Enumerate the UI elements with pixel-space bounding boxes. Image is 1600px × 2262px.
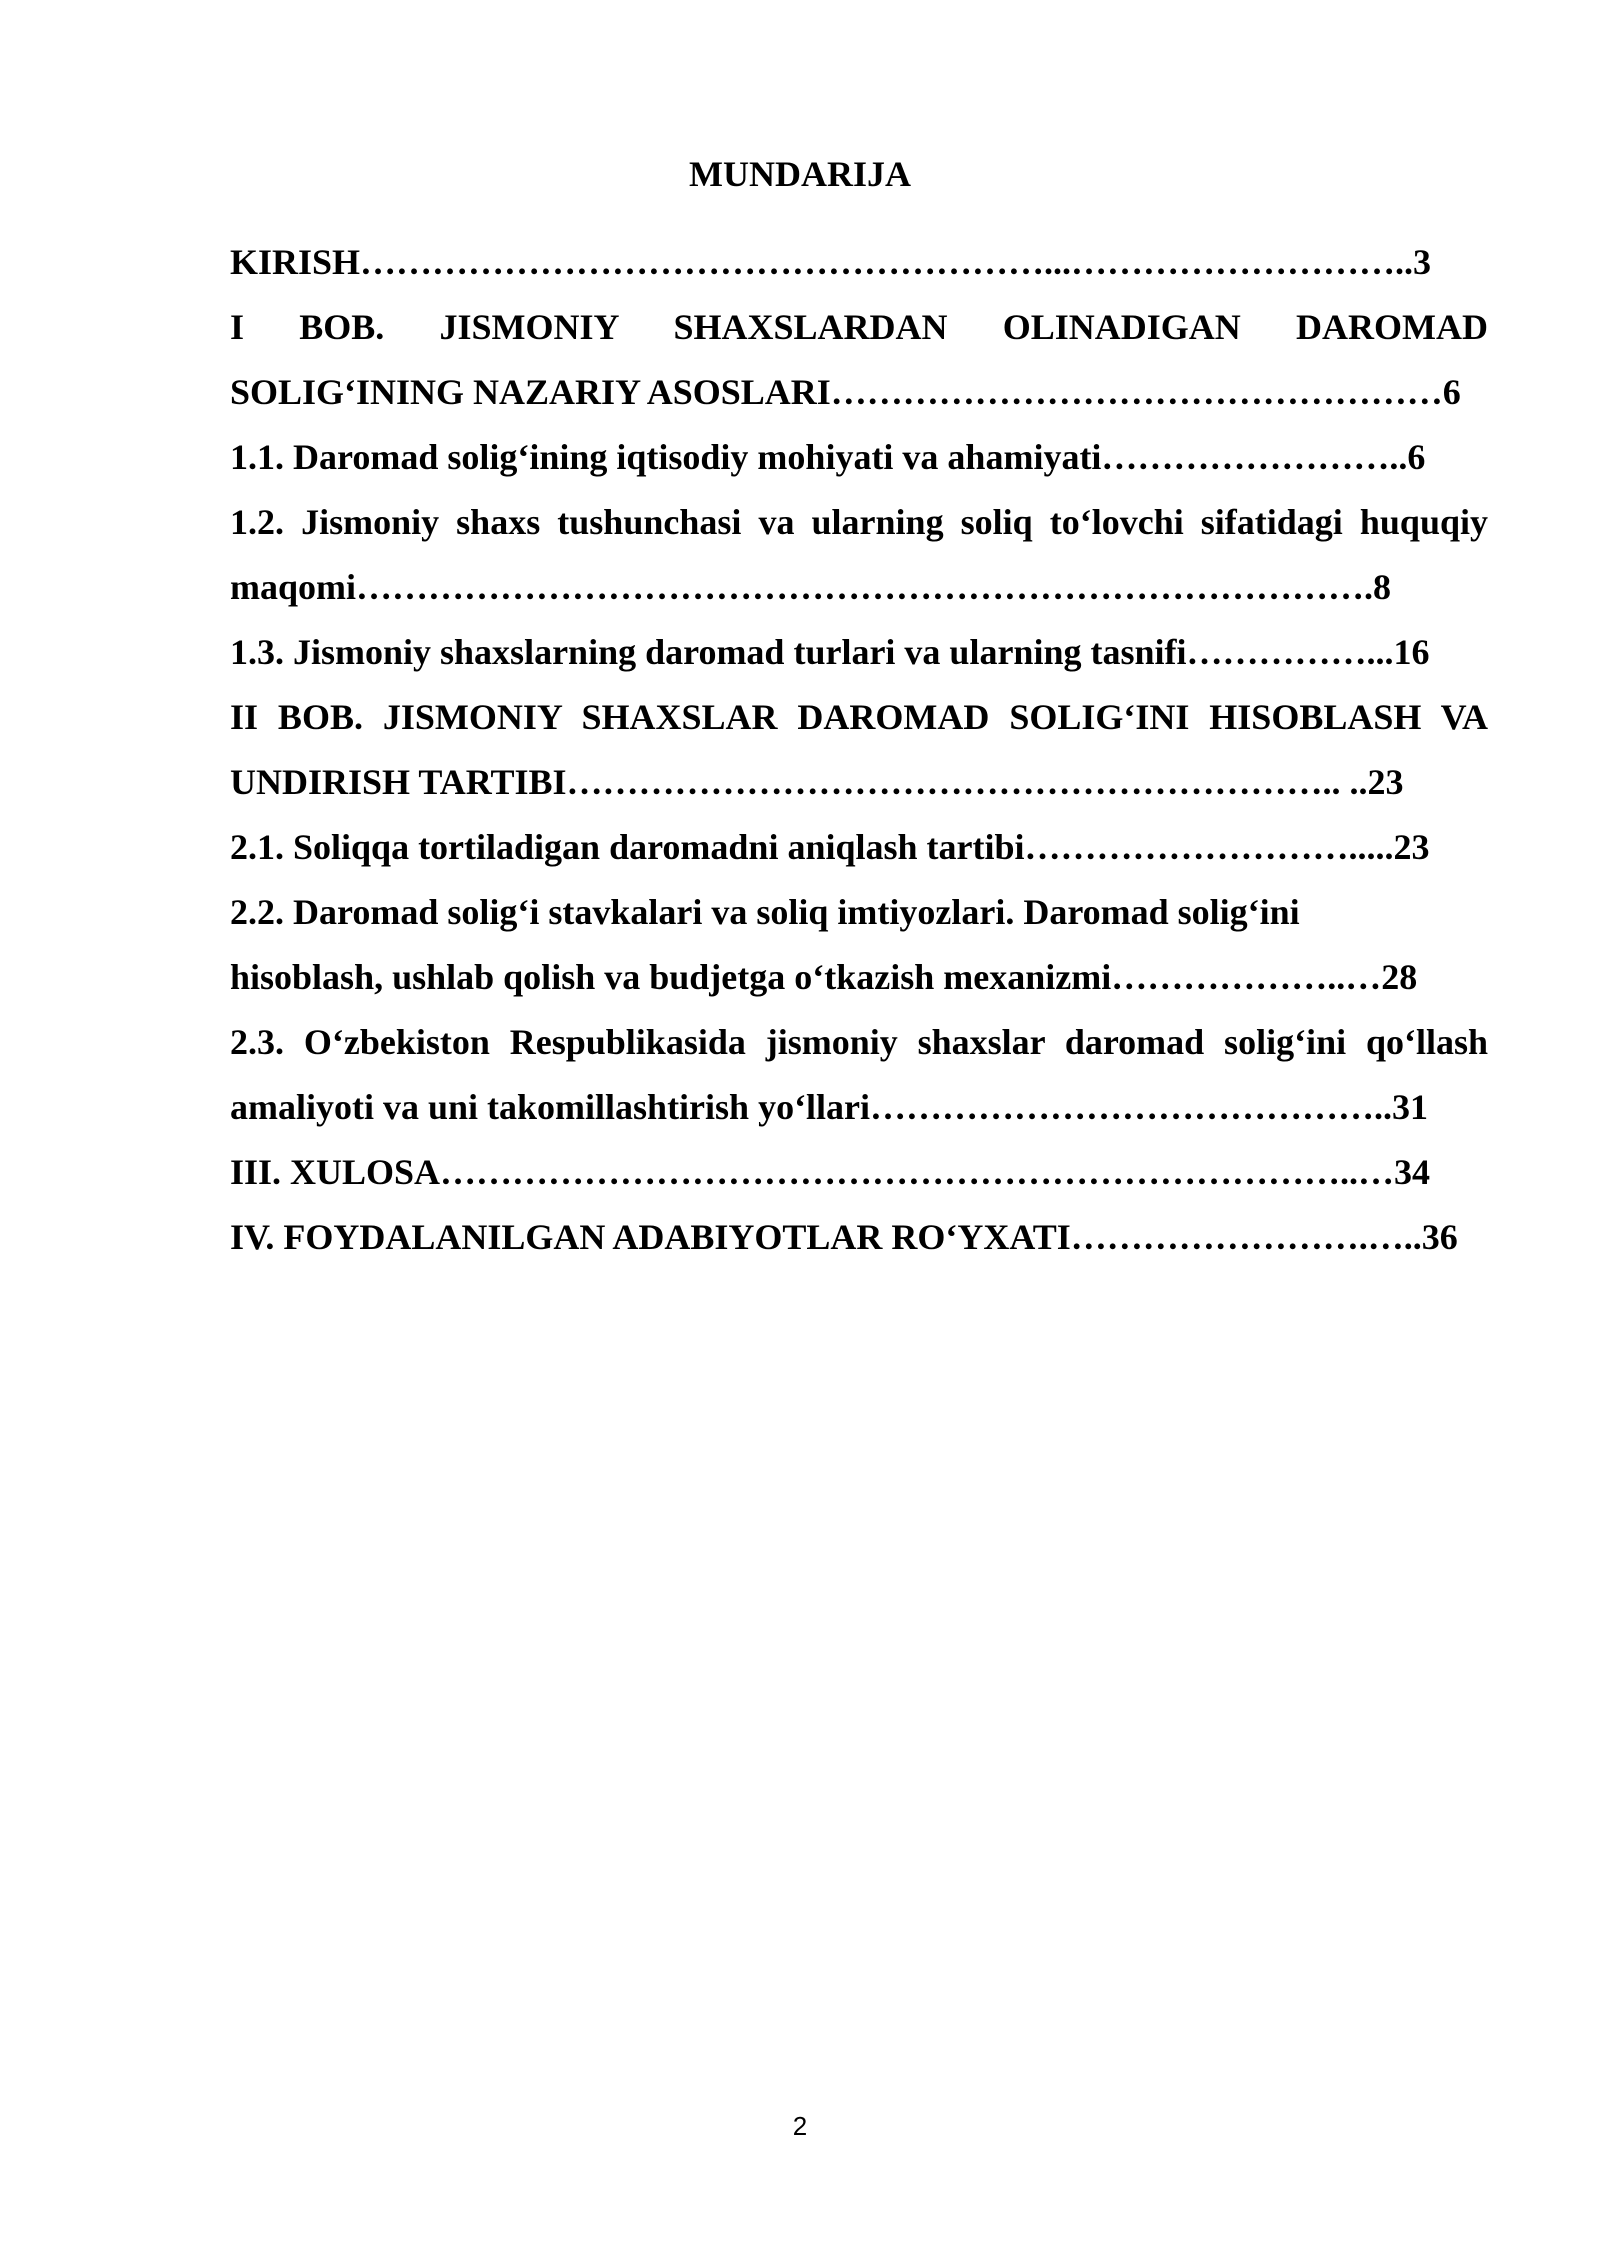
toc-entry-introduction: KIRISH…………………………………………………...………………………..3 [230,242,1432,282]
table-of-contents [230,230,1488,1270]
toc-entry-section-1-3: 1.3. Jismoniy shaxslarning daromad turlari va ularning tasnifi……………...16 [230,632,1430,672]
toc-entry-chapter-2-title: II BOB. JISMONIY SHAXSLAR DAROMAD SOLIG‘INI HISOBLASH VA [230,697,1488,737]
toc-entry-section-2-3-cont: amaliyoti va uni takomillashtirish yo‘llari……………………………………..31 [230,1087,1429,1127]
page-number: 2 [792,2111,808,2141]
toc-entry-chapter-1-title: I BOB. JISMONIY SHAXSLARDAN OLINADIGAN DAROMAD [230,307,1488,347]
toc-entry-chapter-2-title-cont: UNDIRISH TARTIBI……………………………………………………….. ..23 [230,762,1404,802]
toc-entry-chapter-1-title-cont: SOLIG‘INING NAZARIY ASOSLARI……………………………………………6 [230,372,1461,412]
toc-entry-section-2-3: 2.3. O‘zbekiston Respublikasida jismoniy shaxslar daromad solig‘ini qo‘llash [230,1022,1488,1062]
page-title: MUNDARIJA [689,154,911,194]
toc-entry-conclusion: III. XULOSA…………………………………………………………………..…34 [230,1152,1431,1192]
toc-entry-section-1-1: 1.1. Daromad solig‘ining iqtisodiy mohiyati va ahamiyati……………………..6 [230,437,1426,477]
toc-entry-section-2-2-cont: hisoblash, ushlab qolish va budjetga o‘tkazish mexanizmi………………..…28 [230,957,1418,997]
toc-entry-section-2-2: 2.2. Daromad solig‘i stavkalari va soliq imtiyozlari. Daromad solig‘ini [230,892,1300,932]
toc-entry-references: IV. FOYDALANILGAN ADABIYOTLAR RO‘YXATI…………………….…..36 [230,1217,1458,1257]
toc-entry-section-1-2: 1.2. Jismoniy shaxs tushunchasi va ularning soliq to‘lovchi sifatidagi huquqiy [230,502,1488,542]
toc-entry-section-2-1: 2.1. Soliqqa tortiladigan daromadni aniqlash tartibi……………………….....23 [230,827,1430,867]
toc-entry-section-1-2-cont: maqomi………………………………………………………………………….8 [230,567,1391,607]
